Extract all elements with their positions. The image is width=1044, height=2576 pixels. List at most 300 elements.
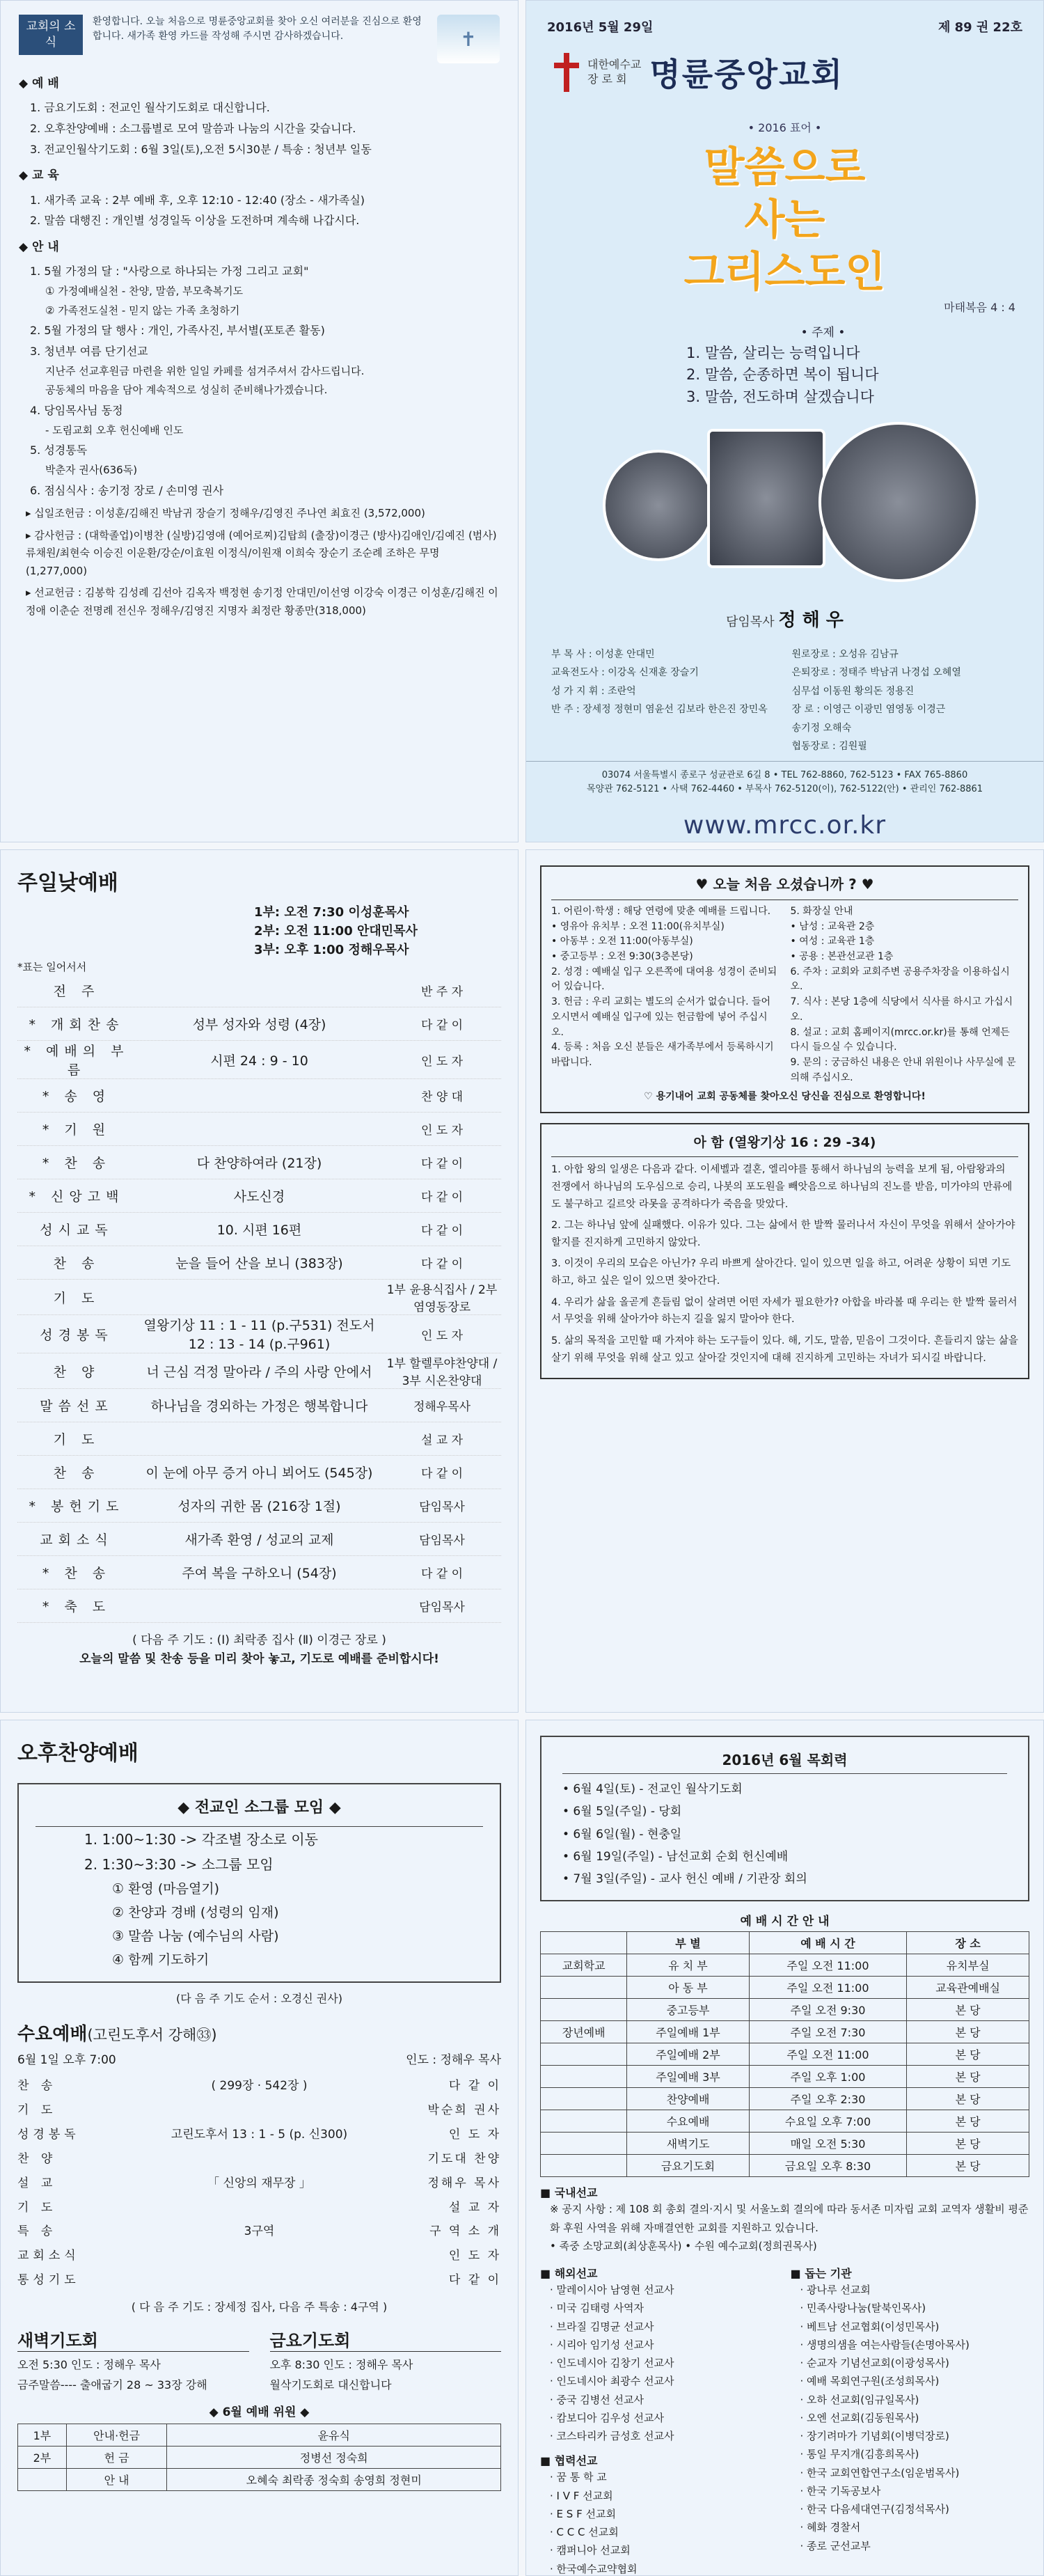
dept-cell: 윤유식 <box>167 2424 501 2446</box>
wed-leader: 설 교 자 <box>448 2200 501 2215</box>
section-education: ◆ 교 육 <box>19 168 59 183</box>
service-time: 1부: 오전 7:30 이성훈목사 <box>254 905 409 920</box>
friday-title: 금요기도회 <box>270 2327 502 2352</box>
address-line: 목양관 762-5121 • 사택 762-4460 • 부목사 762-5120(이), 762-5122(안) • 관리인 762-8861 <box>586 783 983 794</box>
worship-row <box>17 1422 501 1456</box>
help-org-item: · 오하 선교회(임규일목사) <box>800 2393 919 2406</box>
offering-thanks: ▸ 감사헌금 : (대학졸업)이병찬 (실방)김영애 (예어로찌)김탑희 (출장)이경근 (방사)김애인/김예진 (범사)류채원/최현숙 이승진 이운환/강순/이효원 이정식/이원재 이희숙 장순기 조순례 조하은 무명(1,277,000) <box>26 528 497 577</box>
schedule-cell: 금요기도회 <box>627 2155 749 2177</box>
wed-row <box>17 2123 501 2147</box>
schedule-cell: 주일 오후 2:30 <box>749 2088 907 2110</box>
schedule-cell <box>541 2043 627 2066</box>
photo-building <box>707 429 825 568</box>
evening-title: 오후찬양예배 <box>17 1741 139 1766</box>
step: 2. 1:30~3:30 -> 소그룹 모임 <box>84 1855 274 1873</box>
schedule-row <box>541 2066 1029 2088</box>
worship-row <box>17 1113 501 1146</box>
wed-row <box>17 2220 501 2244</box>
schedule-cell: 아 동 부 <box>627 1977 749 1999</box>
first-visit-item: • 중고등부 : 오전 9:30(3층본당) <box>551 951 693 963</box>
schedule-cell: 본 당 <box>907 2133 1029 2155</box>
cover-panel <box>525 0 1044 842</box>
worship-leader: 반 주 자 <box>420 985 464 999</box>
dept-row <box>18 2468 501 2490</box>
wed-row <box>17 2098 501 2123</box>
first-visit-item: • 여성 : 교육관 1층 <box>790 936 875 948</box>
worship-row <box>17 1589 501 1623</box>
schedule-row <box>541 2110 1029 2133</box>
dept-cell: 2부 <box>18 2446 67 2468</box>
news-subitem: ① 가정예배실천 - 찬양, 말씀, 부모축복기도 <box>45 284 244 297</box>
worship-leader: 인 도 자 <box>420 1054 464 1069</box>
photo-collage <box>526 422 1043 596</box>
schedule-cell: 주일 오전 7:30 <box>749 2021 907 2043</box>
worship-leader: 정해우목사 <box>413 1400 471 1414</box>
worship-row <box>17 1556 501 1589</box>
prayer-meetings <box>17 2327 501 2392</box>
first-visit-item: • 남성 : 교육관 2층 <box>790 920 875 932</box>
schedule-cell <box>541 2155 627 2177</box>
small-group-box <box>17 1783 501 1983</box>
help-org-item: · 한국 기독공보사 <box>800 2484 881 2497</box>
abroad-heading: ■ 해외선교 <box>540 2267 598 2281</box>
sermon-paragraph: 3. 이것이 우리의 모습은 아닌가? 우리 바쁘게 살아간다. 일이 있으면 일을 하고, 어려운 상황이 되면 기도하고, 하고 싶은 일이 있으면 찾아간다. <box>551 1258 1011 1287</box>
wed-leader: 기도대 찬양 <box>427 2151 501 2166</box>
worship-row <box>17 1456 501 1489</box>
worship-content: 하나님을 경외하는 가정은 행복합니다 <box>150 1399 368 1414</box>
sermon-title: 아 함 (열왕기상 16 : 29 -34) <box>551 1131 1018 1157</box>
help-org-item: · 오엔 선교회(김동원목사) <box>800 2411 919 2424</box>
wed-row <box>17 2268 501 2293</box>
website-link[interactable]: www.mrcc.or.kr <box>683 811 887 840</box>
worship-item: 찬 양 <box>53 1364 100 1380</box>
worship-leader: 인 도 자 <box>420 1124 464 1138</box>
calendar-box <box>540 1736 1029 1901</box>
worship-leader: 다 같 이 <box>420 1257 464 1271</box>
calendar-item: • 6월 5일(주일) - 당회 <box>562 1805 682 1819</box>
dept-row <box>18 2446 501 2468</box>
first-visit-item: 6. 주차 : 교회와 교회주변 공용주차장을 이용하십시오. <box>790 966 1010 993</box>
evening-next: (다 음 주 기도 순서 : 오경신 권사) <box>176 1992 342 2006</box>
themes <box>526 315 1043 408</box>
calendar-item: • 6월 19일(주일) - 남선교회 순회 헌신예배 <box>562 1849 789 1864</box>
staff-item: 원로장로 : 오성유 김남규 <box>791 649 899 660</box>
friday-time: 오후 8:30 인도 : 정해우 목사 <box>269 2357 413 2371</box>
calendar-item: • 6월 6일(월) - 현충일 <box>562 1827 682 1841</box>
dawn-note: 금주말씀---- 출애굽기 28 ~ 33장 강해 <box>17 2378 207 2392</box>
first-visit-box <box>540 865 1029 1113</box>
address <box>526 761 1043 803</box>
abroad-mission-item: · 코스타리카 금성호 선교사 <box>550 2430 674 2443</box>
schedule-cell: 주일 오후 1:00 <box>749 2066 907 2088</box>
coop-mission-item: · 꿈 통 학 교 <box>550 2471 607 2484</box>
schedule-cell: 찬양예배 <box>627 2088 749 2110</box>
schedule-cell: 장년예배 <box>541 2021 627 2043</box>
schedule-cell: 본 당 <box>907 1999 1029 2021</box>
worship-item: 기 도 <box>53 1432 100 1447</box>
help-org-item: · 베트남 선교협회(이성민목사) <box>800 2320 940 2333</box>
news-tag: 교회의 소식 <box>19 15 83 55</box>
abroad-mission-item: · 캄보디아 김우성 선교사 <box>550 2411 664 2424</box>
schedule-row <box>541 2088 1029 2110</box>
worship-row <box>17 1489 501 1523</box>
pastor-line <box>526 606 1043 631</box>
news-item: 1. 새가족 교육 : 2부 예배 후, 오후 12:10 - 12:40 (장소 - 새가족실) <box>30 193 365 207</box>
news-item: 5. 성경통독 <box>30 443 88 457</box>
worship-item: * 기 원 <box>42 1122 111 1138</box>
coop-mission-item: · 한국예수교약협회 <box>550 2562 638 2575</box>
news-item: 2. 5월 가정의 달 행사 : 개인, 가족사진, 부서별(포토존 활동) <box>30 324 325 338</box>
news-subitem: 공동체의 마음을 담아 계속적으로 성실히 준비해나가겠습니다. <box>45 384 328 397</box>
worship-content: 10. 시편 16편 <box>216 1223 302 1238</box>
news-item: 1. 금요기도회 : 전교인 월삭기도회로 대신합니다. <box>30 101 270 115</box>
dept-cell: 정병선 정숙희 <box>167 2446 501 2468</box>
staff-item: 부 목 사 : 이성훈 안대민 <box>551 649 655 660</box>
domestic-mission-churches: • 족중 소망교회(최상훈목사) • 수원 예수교회(정희권목사) <box>550 2239 817 2252</box>
first-visit-item: • 영유아 유치부 : 오전 11:00(유치부실) <box>551 920 725 932</box>
help-org-item: · 예배 목회연구원(조성희목사) <box>800 2375 940 2388</box>
coop-mission-item: · I V F 선교회 <box>550 2489 613 2502</box>
schedule-cell: 수요예배 <box>627 2110 749 2133</box>
photo-circle <box>603 450 714 561</box>
worship-leader: 다 같 이 <box>420 1191 464 1204</box>
worship-item: * 신앙고백 <box>29 1189 125 1204</box>
wednesday-order <box>17 2074 501 2293</box>
church-header <box>526 42 1043 102</box>
schedule-cell: 주일예배 2부 <box>627 2043 749 2066</box>
wed-content: 「 신앙의 재무장 」 <box>207 2176 311 2190</box>
small-group-title: ◆ 전교인 소그룹 모임 ◆ <box>35 1794 483 1827</box>
worship-item: 찬 송 <box>53 1466 100 1481</box>
staff-item: 장 로 : 이영근 이광민 염영동 이경근 <box>791 704 946 716</box>
friday-note: 월삭기도회로 대신합니다 <box>269 2378 392 2392</box>
worship-content: 시편 24 : 9 - 10 <box>210 1053 308 1069</box>
staff-list <box>526 631 1043 761</box>
section-worship: ◆ 예 배 <box>19 77 59 91</box>
church-name: 명륜중앙교회 <box>649 56 844 93</box>
wed-leader: 다 같 이 <box>448 2079 501 2094</box>
news-subitem: ② 가족전도실천 - 믿지 않는 가족 초청하기 <box>45 304 240 317</box>
schedule-cell: 주일 오전 11:00 <box>749 2043 907 2066</box>
schedule-cell: 주일예배 1부 <box>627 2021 749 2043</box>
schedule-cell: 교회학교 <box>541 1954 627 1977</box>
calendar-panel <box>525 1720 1044 2576</box>
denomination-line1: 대한예수교 <box>587 58 642 72</box>
wed-item: 찬 송 <box>17 2079 57 2094</box>
schedule-cell: 주일 오전 11:00 <box>749 1977 907 1999</box>
schedule-title: 예 배 시 간 안 내 <box>740 1915 830 1929</box>
cross-icon <box>554 53 579 92</box>
worship-item: * 축 도 <box>42 1599 111 1615</box>
help-heading: ■ 돕는 기관 <box>790 2267 852 2281</box>
worship-leader: 다 같 이 <box>420 1224 464 1238</box>
wed-content <box>122 2098 397 2123</box>
first-visit-right <box>791 904 1019 1085</box>
motto-year: • 2016 표어 • <box>748 121 822 134</box>
wed-item: 교회소식 <box>17 2249 80 2263</box>
dept-cell: 안내·헌금 <box>66 2424 167 2446</box>
wed-row <box>17 2244 501 2268</box>
worship-leader: 설 교 자 <box>420 1434 464 1447</box>
worship-item: 성경봉독 <box>40 1327 113 1343</box>
help-org-item: · 종로 군선교부 <box>800 2539 871 2552</box>
wed-content <box>122 2147 397 2171</box>
wednesday-title <box>17 2020 501 2045</box>
worship-content: 너 근심 걱정 말아라 / 주의 사랑 안에서 <box>146 1364 372 1380</box>
worship-content: 사도신경 <box>233 1189 285 1204</box>
worship-leader: 담임목사 <box>419 1601 465 1615</box>
dept-table <box>17 2424 501 2491</box>
service-times <box>254 903 501 959</box>
sunday-worship-panel <box>0 849 519 1713</box>
news-subitem: 지난주 선교후원금 마련을 위한 일일 카페를 섬겨주셔서 감사드립니다. <box>45 364 365 377</box>
schedule-cell <box>541 1977 627 1999</box>
worship-item: * 송 영 <box>42 1089 111 1104</box>
substep: ② 찬양과 경배 (성령의 임재) <box>112 1904 279 1920</box>
dept-cell: 1부 <box>18 2424 67 2446</box>
welcome-note: 환영합니다. 오늘 처음으로 명륜중앙교회를 찾아 오신 여러분을 진심으로 환영합니다. 새가족 환영 카드를 작성해 주시면 감사하겠습니다. <box>93 16 422 42</box>
schedule-cell: 금요일 오후 8:30 <box>749 2155 907 2177</box>
wed-next: ( 다 음 주 기도 : 장세정 집사, 다음 주 특송 : 4구역 ) <box>131 2300 388 2314</box>
bulletin-issue: 제 89 권 22호 <box>938 20 1022 35</box>
worship-leader: 1부 할렐루야찬양대 / 3부 시온찬양대 <box>386 1357 498 1388</box>
sermon-paragraph: 2. 그는 하나님 앞에 실패했다. 이유가 있다. 그는 삶에서 한 발짝 물러나서 자신이 무엇을 위해서 살아가야 할지를 진지하게 고민하지 않았다. <box>551 1220 1015 1248</box>
abroad-mission-item: · 브라질 김명균 선교사 <box>550 2320 654 2333</box>
staff-item: 성 가 지 휘 : 조란억 <box>551 685 636 697</box>
help-org-item: · 한국 다음세대연구(김정석목사) <box>800 2503 949 2516</box>
section-notice: ◆ 안 내 <box>19 239 59 254</box>
worship-row <box>17 1246 501 1280</box>
calendar-title: 2016년 6월 목회력 <box>562 1747 1007 1774</box>
worship-leader: 다 같 이 <box>420 1157 464 1171</box>
worship-row <box>17 1389 501 1422</box>
schedule-cell <box>541 2088 627 2110</box>
wed-item: 기 도 <box>17 2200 57 2215</box>
wed-leader: 정해우 목사 <box>427 2176 501 2190</box>
first-visit-title: ♥ 오늘 처음 오셨습니까 ? ♥ <box>551 874 1018 900</box>
motto-reference: 마태복음 4 : 4 <box>944 301 1015 314</box>
worship-row <box>17 1213 501 1246</box>
service-time: 2부: 오전 11:00 안대민목사 <box>254 924 418 938</box>
worship-item: 찬 송 <box>53 1256 100 1271</box>
coop-heading: ■ 협력선교 <box>540 2454 598 2468</box>
news-body <box>19 73 500 620</box>
worship-leader: 다 같 이 <box>420 1467 464 1481</box>
dept-cell: 헌 금 <box>66 2446 167 2468</box>
schedule-cell: 유치부실 <box>907 1954 1029 1977</box>
sermon-box <box>540 1123 1029 1379</box>
first-visit-item: 2. 성경 : 예배실 입구 오른쪽에 대여용 성경이 준비되어 있습니다. <box>551 966 777 993</box>
staff-item: 은퇴장로 : 정태주 박남귀 나경섭 오혜열 <box>791 667 961 679</box>
first-visit-item: • 공용 : 본관선교관 1층 <box>790 951 894 963</box>
worship-row <box>17 1146 501 1179</box>
worship-row <box>17 1315 501 1353</box>
news-item: 4. 당임목사님 동정 <box>30 404 123 418</box>
schedule-cell: 본 당 <box>907 2066 1029 2088</box>
offering-mission: ▸ 선교헌금 : 김봉학 김성례 김선아 김옥자 백정현 송기정 안대민/이선영 이강숙 이경근 이성훈/김해진 이정애 이춘순 전명례 전신우 정해우/김영진 지명자 최정란 황종만(318,000) <box>26 586 498 617</box>
worship-row <box>17 974 501 1007</box>
sermon-paragraph: 4. 우리가 삶을 올곧게 흔들림 없이 살려면 어떤 자세가 필요한가? 아합을 바라볼 때 우리는 한 발짝 물러서서 무엇을 위해 살아가야 하는지 길을 잃지 말아야 한다. <box>551 1296 1018 1326</box>
schedule-cell <box>541 2133 627 2155</box>
dawn-title: 새벽기도회 <box>17 2327 249 2352</box>
wed-leader: 인 도 자 <box>448 2249 501 2263</box>
help-org-item: · 한국 교회연합연구소(임운범목사) <box>800 2466 960 2479</box>
schedule-cell: 본 당 <box>907 2043 1029 2066</box>
worship-content: 성자의 귀한 몸 (216장 1절) <box>177 1499 341 1514</box>
worship-leader: 담임목사 <box>419 1500 465 1514</box>
schedule-row <box>541 2021 1029 2043</box>
schedule-cell: 본 당 <box>907 2155 1029 2177</box>
next-prayer: ( 다음 주 기도 : (Ⅰ) 최락종 집사 (Ⅱ) 이경근 장로 ) <box>132 1633 386 1647</box>
first-visit-item: 5. 화장실 안내 <box>790 906 853 917</box>
wed-row <box>17 2147 501 2171</box>
wed-item: 설 교 <box>17 2176 57 2190</box>
schedule-cell <box>541 2110 627 2133</box>
news-item: 3. 전교인월삭기도회 : 6월 3일(토),오전 5시30분 / 특송 : 청년부 일동 <box>30 142 372 156</box>
staff-item: 송기정 오해숙 <box>791 722 852 734</box>
help-org-item: · 통일 무지개(김흥희목사) <box>800 2448 919 2461</box>
wed-row <box>17 2196 501 2220</box>
schedule-table <box>540 1931 1029 2177</box>
news-item: 2. 오후찬양예배 : 소그룹별로 모여 말씀과 나눔의 시간을 갖습니다. <box>30 122 356 136</box>
coop-mission-item: · C C C 선교회 <box>550 2526 619 2539</box>
dept-row <box>18 2424 501 2446</box>
calendar-item: • 7월 3일(주일) - 교사 헌신 예배 / 기관장 회의 <box>562 1872 807 1887</box>
worship-content: 눈을 들어 산을 보니 (383장) <box>175 1256 343 1271</box>
first-visit-footer: ♡ 용기내어 교회 공동체를 찾아오신 당신을 진심으로 환영합니다! <box>644 1091 926 1103</box>
worship-row <box>17 1041 501 1079</box>
wed-title: 수요예배 <box>17 2024 88 2045</box>
schedule-row <box>541 1954 1029 1977</box>
worship-item: 기 도 <box>53 1290 100 1306</box>
first-visit-left <box>551 904 780 1085</box>
first-visit-item: 8. 설교 : 교회 홈페이지(mrcc.or.kr)를 통해 언제든 다시 들으실 수 있습니다. <box>790 1026 1010 1053</box>
news-subitem: 박춘자 권사(636독) <box>45 464 138 476</box>
wed-content: 3구역 <box>244 2224 275 2239</box>
schedule-cell: 유 치 부 <box>627 1954 749 1977</box>
wed-leader: 박순희 권사 <box>427 2103 501 2118</box>
first-visit-item: 4. 등록 : 처음 오신 분들은 새가족부에서 등록하시기 바랍니다. <box>551 1042 774 1068</box>
motto-line: 말씀으로 <box>704 143 866 192</box>
wed-item: 성경봉독 <box>17 2128 80 2142</box>
worship-leader: 다 같 이 <box>420 1567 464 1581</box>
evening-worship-panel <box>0 1720 519 2576</box>
help-org-item: · 혜화 경찰서 <box>800 2521 861 2534</box>
sched-head: 부 별 <box>627 1932 749 1954</box>
substep: ① 환영 (마음열기) <box>112 1880 220 1896</box>
pastor-name: 정 해 우 <box>778 610 844 631</box>
photo-congregation <box>818 422 979 582</box>
schedule-cell: 중고등부 <box>627 1999 749 2021</box>
schedule-cell: 본 당 <box>907 2110 1029 2133</box>
worship-footer <box>17 1631 501 1669</box>
worship-content: 성부 성자와 성령 (4장) <box>192 1017 326 1032</box>
step: 1. 1:00~1:30 -> 각조별 장소로 이동 <box>84 1830 318 1848</box>
worship-row <box>17 1007 501 1041</box>
worship-item: 교회소식 <box>40 1532 113 1548</box>
worship-content: 이 눈에 아무 증거 아니 뵈어도 (545장) <box>145 1466 373 1481</box>
worship-row <box>17 1353 501 1389</box>
schedule-cell: 본 당 <box>907 2088 1029 2110</box>
schedule-cell <box>541 1999 627 2021</box>
sched-head: 예 배 시 간 <box>749 1932 907 1954</box>
schedule-cell: 매일 오전 5:30 <box>749 2133 907 2155</box>
wed-item: 통성기도 <box>17 2273 80 2288</box>
first-visit-item: 1. 어린이·학생 : 해당 연령에 맞춘 예배를 드립니다. <box>551 906 771 917</box>
wed-content: 고린도후서 13 : 1 - 5 (p. 신300) <box>171 2128 348 2142</box>
worship-leader: 인 도 자 <box>420 1328 464 1343</box>
schedule-cell <box>541 2066 627 2088</box>
theme-item: 3. 말씀, 전도하며 살겠습니다 <box>686 388 874 405</box>
address-line: 03074 서울특별시 종로구 성균관로 6길 8 • TEL 762-8860, 762-5123 • FAX 765-8860 <box>601 770 968 781</box>
schedule-cell: 본 당 <box>907 2021 1029 2043</box>
dept-title: ◆ 6월 예배 위원 ◆ <box>209 2405 310 2419</box>
staff-item: 협동장로 : 김원필 <box>791 740 867 752</box>
calendar-item: • 6월 4일(토) - 전교인 월삭기도회 <box>562 1782 743 1796</box>
schedule-row <box>541 2133 1029 2155</box>
wed-content: ( 299장 · 542장 ) <box>211 2079 308 2094</box>
help-org-item: · 민족사랑나눔(탈북인목사) <box>800 2302 926 2315</box>
news-item: 1. 5월 가정의 달 : "사랑으로 하나되는 가정 그리고 교회" <box>30 265 309 278</box>
dept-cell: 오혜숙 최락종 정숙희 송영희 정현미 <box>167 2468 501 2490</box>
news-item: 6. 점심식사 : 송기정 장로 / 손미영 권사 <box>30 483 224 497</box>
abroad-mission-item: · 인도네시아 최광수 선교사 <box>550 2375 674 2388</box>
prepare-note: 오늘의 말씀 및 찬송 등을 미리 찾아 놓고, 기도로 예배를 준비합시다! <box>79 1652 439 1667</box>
wed-content <box>122 2244 397 2268</box>
schedule-cell: 주일 오전 9:30 <box>749 1999 907 2021</box>
domestic-mission-note: ※ 공지 사항 : 제 108 회 총회 결의·지시 및 서울노회 결의에 따라 동서존 미자립 교회 교역자 생활비 평준화 후원 사역을 위해 자매결연한 교회를 지원하고 있습니다. <box>550 2203 1029 2234</box>
themes-title: • 주제 • <box>800 326 846 340</box>
motto-line: 그리스도인 <box>683 248 886 297</box>
help-org-item: · 광나루 선교회 <box>800 2284 871 2297</box>
first-visit-item: 7. 식사 : 본당 1층에 식당에서 식사를 하시고 가십시오. <box>790 996 1013 1023</box>
staff-item: 심무섭 이동원 황의돈 정용진 <box>791 685 915 697</box>
offering-tithe: ▸ 십일조헌금 : 이성훈/김해진 박남귀 장슬기 정해우/김영진 주나연 최효진 (3,572,000) <box>26 507 425 520</box>
dept-cell <box>18 2468 67 2490</box>
worship-item: * 개회찬송 <box>29 1017 125 1032</box>
wed-subtitle: (고린도후서 강해㉝) <box>87 2027 217 2044</box>
wed-row <box>17 2074 501 2098</box>
motto-line: 사는 <box>744 196 825 244</box>
worship-item: * 예배의 부름 <box>24 1044 129 1078</box>
worship-leader: 찬 양 대 <box>420 1090 464 1104</box>
bulletin-date: 2016년 5월 29일 <box>547 20 654 35</box>
domestic-mission-heading: ■ 국내선교 <box>540 2186 598 2200</box>
motto <box>526 142 1043 299</box>
worship-content: 새가족 환영 / 성교의 교제 <box>184 1532 334 1548</box>
schedule-cell: 새벽기도 <box>627 2133 749 2155</box>
worship-item: * 찬 송 <box>42 1156 111 1171</box>
welcome-sermon-panel <box>525 849 1044 1713</box>
wed-leader: 구 역 소 개 <box>429 2224 501 2239</box>
schedule-cell: 주일 오전 11:00 <box>749 1954 907 1977</box>
wed-item: 특 송 <box>17 2224 57 2239</box>
first-visit-item: 9. 문의 : 궁금하신 내용은 안내 위원이나 사무실에 문의해 주십시오. <box>790 1056 1016 1083</box>
first-visit-item: • 아동부 : 오전 11:00(아동부실) <box>551 936 693 948</box>
worship-leader: 담임목사 <box>419 1534 465 1548</box>
news-item: 3. 청년부 여름 단기선교 <box>30 344 148 358</box>
substep: ④ 함께 기도하기 <box>112 1952 209 1968</box>
denomination-line2: 장 로 회 <box>587 72 627 86</box>
worship-leader: 1부 윤용식집사 / 2부 염영동장로 <box>386 1283 498 1314</box>
news-item: 2. 말씀 대행진 : 개인별 성경일독 이상을 도전하며 계속해 나갑시다. <box>30 214 360 228</box>
wed-time: 6월 1일 오후 7:00 <box>17 2053 116 2068</box>
worship-content: 열왕기상 11 : 1 - 11 (p.구531) 전도서 12 : 13 - 14 (p.구961) <box>143 1318 375 1352</box>
help-org-item: · 생명의샘을 여는사람들(손명아목사) <box>800 2338 970 2351</box>
schedule-cell: 주일예배 3부 <box>627 2066 749 2088</box>
worship-item: 성시교독 <box>40 1223 113 1238</box>
theme-item: 1. 말씀, 살리는 능력입니다 <box>686 344 860 361</box>
